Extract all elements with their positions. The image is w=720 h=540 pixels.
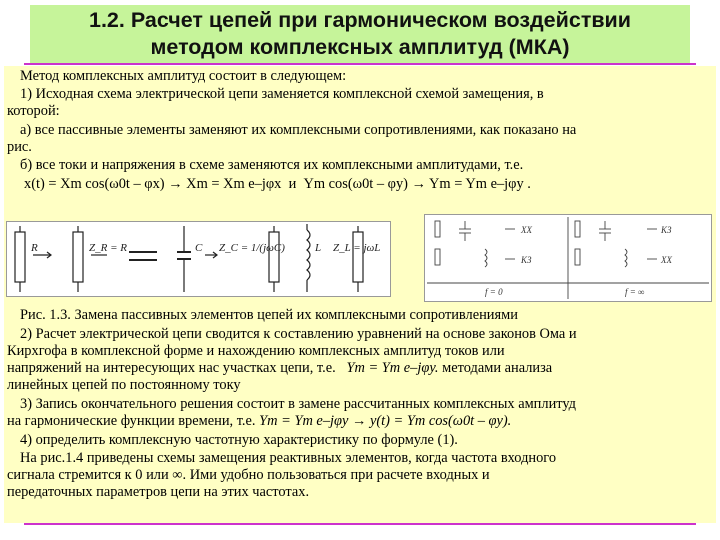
paragraph-step1-line1: 1) Исходная схема электрической цепи заменяется комплексной схемой замещения, в bbox=[20, 86, 544, 102]
page-title-line-1: 1.2. Расчет цепей при гармоническом воздействии bbox=[89, 8, 631, 32]
paragraph-step3-line2-text: на гармонические функции времени, т.е. bbox=[7, 413, 256, 429]
label-zr: Z_R = R bbox=[89, 242, 127, 254]
paragraph-step2-line4: линейных цепей по постоянному току bbox=[7, 377, 241, 393]
formula-x-part: x(t) = Xm cos(ω0t – φx) → Xm = Xm e–jφx bbox=[24, 176, 282, 192]
formula-y-part: Ym cos(ω0t – φy) → Ym = Ym e–jφy . bbox=[303, 176, 531, 192]
paragraph-step2-line3-text: напряжений на интересующих нас участках цепи, т.е. bbox=[7, 360, 336, 376]
label-finf: f = ∞ bbox=[625, 287, 645, 297]
formula-ym-inline: Ym = Ym e–jφy. bbox=[346, 360, 439, 376]
label-xx-left: XX bbox=[521, 225, 532, 235]
label-c: C bbox=[195, 242, 203, 254]
paragraph-step2-line1: 2) Расчет электрической цепи сводится к составлению уравнений на основе законов Ома и bbox=[20, 326, 577, 342]
formula-complex-amplitudes bbox=[24, 176, 720, 193]
figure-impedance-replacement bbox=[6, 221, 391, 297]
paragraph-fig14-line1: На рис.1.4 приведены схемы замещения реактивных элементов, когда частота входного bbox=[20, 450, 557, 466]
paragraph-step2-line3-tail: методами анализа bbox=[442, 360, 553, 376]
figure-limit-equivalents bbox=[424, 214, 712, 302]
label-r: R bbox=[31, 242, 38, 254]
paragraph-fig14-line3: передаточных параметров цепи на этих частотах. bbox=[7, 484, 310, 500]
paragraph-a-line2: рис. bbox=[7, 139, 32, 155]
bottom-divider bbox=[24, 523, 696, 525]
formula-and: и bbox=[288, 176, 297, 192]
paragraph-intro: Метод комплексных амплитуд состоит в следующем: bbox=[20, 68, 347, 84]
label-xx-right: XX bbox=[661, 255, 672, 265]
formula-ym-to-yt: Ym = Ym e–jφy → y(t) = Ym cos(ω0t – φy). bbox=[259, 413, 512, 429]
paragraph-step2-line2: Кирхгофа в комплексной форме и нахождению комплексных амплитуд токов или bbox=[7, 343, 505, 359]
figure-caption: Рис. 1.3. Замена пассивных элементов цепей их комплексными сопротивлениями bbox=[20, 307, 518, 323]
label-zc: Z_C = 1/(jωC) bbox=[219, 242, 285, 254]
page-title-line-2: методом комплексных амплитуд (МКА) bbox=[150, 35, 570, 59]
paragraph-b: б) все токи и напряжения в схеме заменяются их комплексными амплитудами, т.е. bbox=[20, 157, 524, 173]
slide-body bbox=[4, 66, 716, 523]
paragraph-step4: 4) определить комплексную частотную характеристику по формуле (1). bbox=[20, 432, 458, 448]
paragraph-step3-line2 bbox=[7, 413, 707, 430]
label-l: L bbox=[315, 242, 322, 254]
paragraph-a-line1: а) все пассивные элементы заменяют их комплексными сопротивлениями, как показано на bbox=[20, 122, 577, 138]
paragraph-step2-line3 bbox=[7, 360, 707, 377]
paragraph-fig14-line2: сигнала стремится к 0 или ∞. Ими удобно пользоваться при расчете входных и bbox=[7, 467, 490, 483]
label-kz-left: КЗ bbox=[521, 255, 532, 265]
label-zl: Z_L = jωL bbox=[333, 242, 381, 254]
label-f0: f = 0 bbox=[485, 287, 503, 297]
title-banner bbox=[30, 5, 690, 63]
impedance-diagram bbox=[7, 222, 390, 296]
label-kz-right: КЗ bbox=[661, 225, 672, 235]
limit-equivalents-diagram bbox=[425, 215, 711, 301]
paragraph-step1-line2: которой: bbox=[7, 103, 60, 119]
paragraph-step3-line1: 3) Запись окончательного решения состоит в замене рассчитанных комплексных амплитуд bbox=[20, 396, 576, 412]
top-divider bbox=[24, 63, 696, 65]
